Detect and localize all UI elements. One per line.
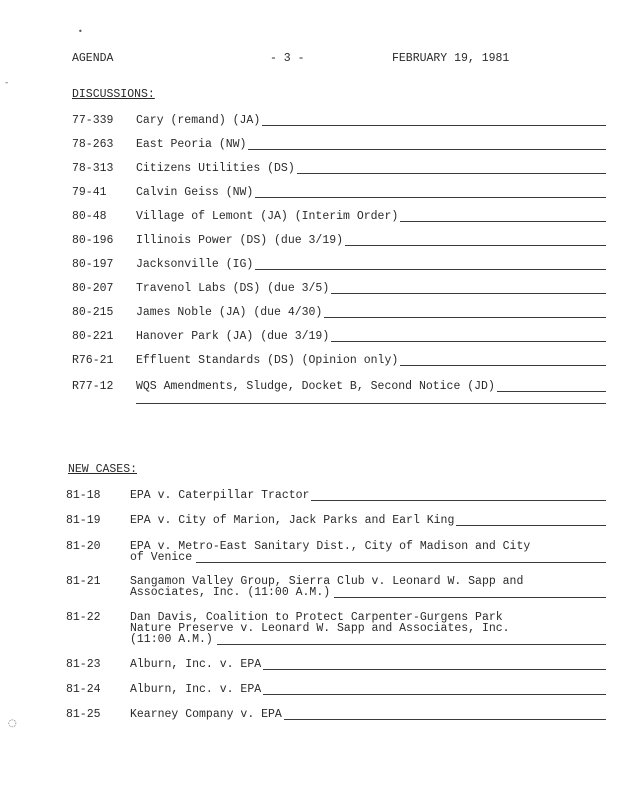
docket-number: 80-215 <box>72 306 114 319</box>
fill-line <box>262 125 606 126</box>
docket-number: 81-25 <box>66 708 101 721</box>
discussion-item <box>72 186 606 202</box>
header-page-number: - 3 - <box>270 52 305 65</box>
header-agenda: AGENDA <box>72 52 114 65</box>
discussion-item <box>72 210 606 226</box>
docket-number: 80-207 <box>72 282 114 295</box>
docket-number: 78-313 <box>72 162 114 175</box>
docket-number: 81-21 <box>66 575 101 588</box>
fill-line <box>400 365 606 366</box>
docket-number: 81-19 <box>66 514 101 527</box>
fill-line <box>263 669 606 670</box>
docket-number: 81-20 <box>66 540 101 553</box>
discussion-item <box>72 306 606 322</box>
new-cases-title: NEW CASES: <box>68 463 138 476</box>
fill-line <box>217 644 606 645</box>
case-title-line1: Sangamon Valley Group, Sierra Club v. Leonard W. Sapp and <box>130 575 524 588</box>
scan-speck: • <box>78 27 83 36</box>
case-title: Effluent Standards (DS) (Opinion only) <box>136 354 399 367</box>
discussion-item <box>72 330 606 346</box>
case-title-line2: of Venice <box>130 551 193 564</box>
fill-line <box>263 694 606 695</box>
docket-number: 78-263 <box>72 138 114 151</box>
fill-line <box>331 293 606 294</box>
case-title: Travenol Labs (DS) (due 3/5) <box>136 282 330 295</box>
case-title-line1: Alburn, Inc. v. EPA <box>130 683 262 696</box>
docket-number: 80-221 <box>72 330 114 343</box>
fill-line <box>497 391 606 392</box>
case-title-line2: Associates, Inc. (11:00 A.M.) <box>130 586 331 599</box>
fill-line <box>248 149 606 150</box>
case-title-line1: EPA v. City of Marion, Jack Parks and Earl King <box>130 514 455 527</box>
case-title-line1: EPA v. Metro-East Sanitary Dist., City of Madison and City <box>130 540 531 553</box>
case-title: Village of Lemont (JA) (Interim Order) <box>136 210 399 223</box>
docket-number: 81-22 <box>66 611 101 624</box>
fill-line <box>297 173 606 174</box>
discussion-item <box>72 282 606 298</box>
discussion-item <box>72 354 606 370</box>
docket-number: 81-23 <box>66 658 101 671</box>
fill-line <box>255 197 606 198</box>
fill-line <box>345 245 606 246</box>
fill-line <box>196 562 606 563</box>
case-title-line1: Dan Davis, Coalition to Protect Carpenter-Gurgens Park <box>130 611 503 624</box>
case-title-line1: Alburn, Inc. v. EPA <box>130 658 262 671</box>
discussions-title: DISCUSSIONS: <box>72 88 155 101</box>
docket-number: 80-48 <box>72 210 107 223</box>
case-title: Calvin Geiss (NW) <box>136 186 254 199</box>
docket-number: 80-197 <box>72 258 114 271</box>
docket-number: 80-196 <box>72 234 114 247</box>
fill-line <box>136 403 606 404</box>
fill-line <box>255 269 606 270</box>
discussion-item <box>72 258 606 274</box>
header-date: FEBRUARY 19, 1981 <box>392 52 510 65</box>
discussion-item <box>72 138 606 154</box>
docket-number: 81-24 <box>66 683 101 696</box>
scan-speck: ◌ <box>8 718 17 729</box>
case-title: East Peoria (NW) <box>136 138 247 151</box>
case-title: Cary (remand) (JA) <box>136 114 261 127</box>
case-title: James Noble (JA) (due 4/30) <box>136 306 323 319</box>
case-title: WQS Amendments, Sludge, Docket B, Second Notice (JD) <box>136 380 495 393</box>
case-title-line1: Kearney Company v. EPA <box>130 708 282 721</box>
case-title: Hanover Park (JA) (due 3/19) <box>136 330 330 343</box>
scan-speck: - <box>5 78 9 88</box>
fill-line <box>400 221 606 222</box>
fill-line <box>456 525 606 526</box>
fill-line <box>284 719 606 720</box>
fill-line <box>311 500 606 501</box>
docket-number: 79-41 <box>72 186 107 199</box>
docket-number: R77-12 <box>72 380 114 393</box>
fill-line <box>324 317 606 318</box>
case-title: Citizens Utilities (DS) <box>136 162 295 175</box>
discussion-item <box>72 234 606 250</box>
case-title-line1: EPA v. Caterpillar Tractor <box>130 489 310 502</box>
docket-number: 81-18 <box>66 489 101 502</box>
docket-number: R76-21 <box>72 354 114 367</box>
case-title: Illinois Power (DS) (due 3/19) <box>136 234 344 247</box>
discussion-item <box>72 114 606 130</box>
docket-number: 77-339 <box>72 114 114 127</box>
case-title: Jacksonville (IG) <box>136 258 254 271</box>
case-title-line2: Nature Preserve v. Leonard W. Sapp and Associates, Inc. <box>130 622 510 635</box>
discussion-item <box>72 162 606 178</box>
fill-line <box>331 341 606 342</box>
fill-line <box>334 597 606 598</box>
discussion-item <box>72 380 606 396</box>
case-title-line3: (11:00 A.M.) <box>130 633 213 646</box>
